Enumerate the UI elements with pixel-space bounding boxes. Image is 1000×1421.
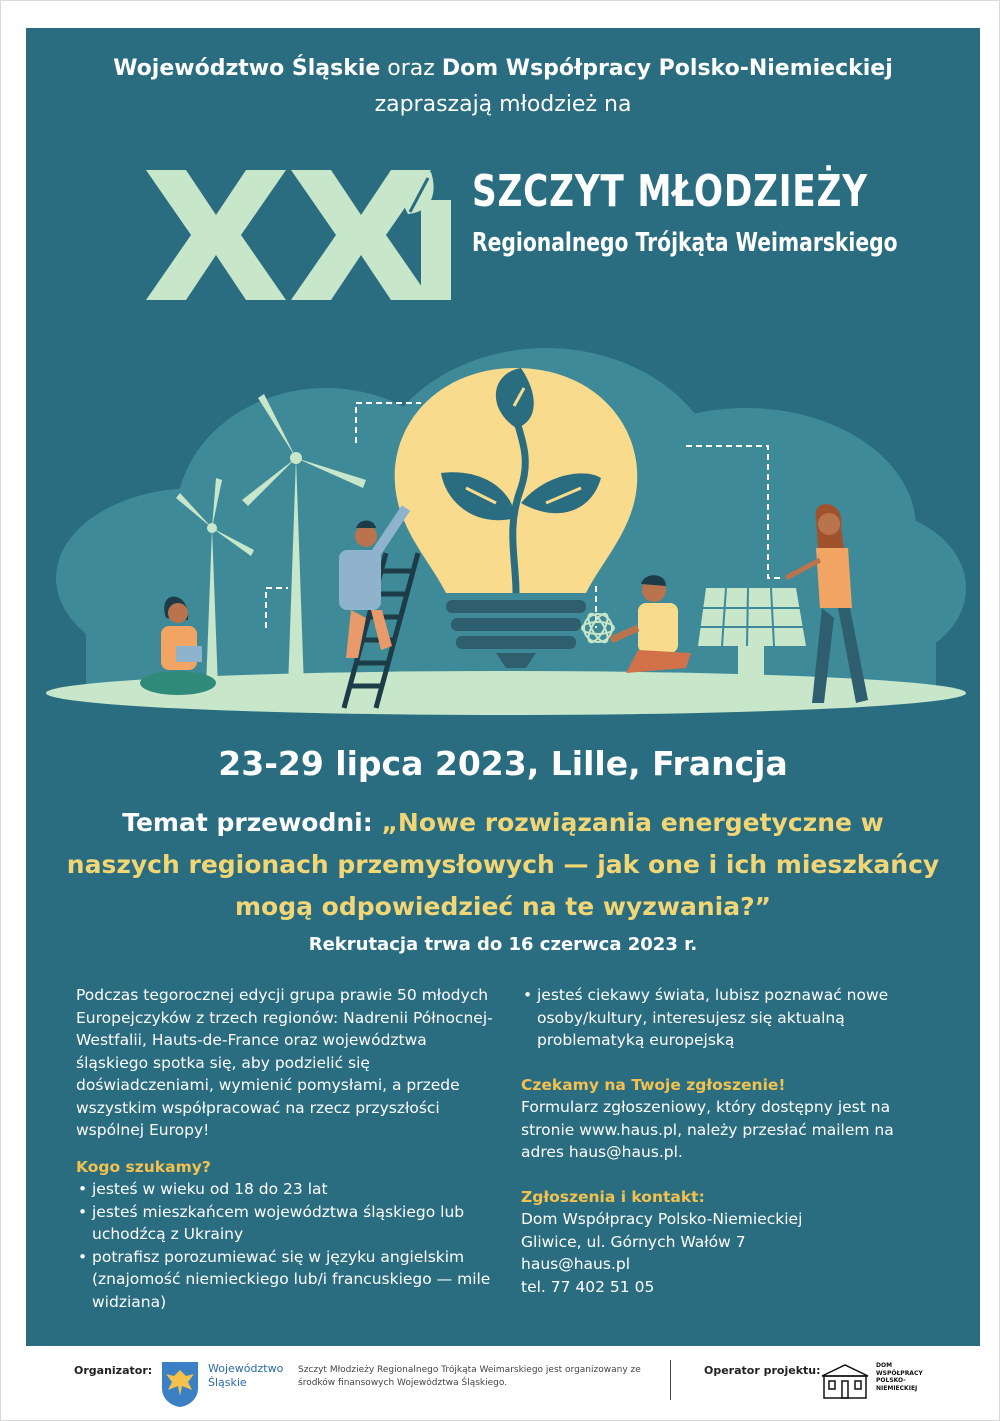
who-heading: Kogo szukamy? [76, 1157, 211, 1176]
event-title: SZCZYT MŁODZIEŻY [472, 166, 868, 217]
apply-heading: Czekamy na Twoje zgłoszenie! [521, 1075, 786, 1094]
header-invite: zapraszają młodzież na [374, 92, 632, 117]
right-column [521, 984, 941, 1298]
list-item: • jesteś mieszkańcem województwa śląskiego lub uchodźcą z Ukrainy [76, 1201, 496, 1246]
edition-logo [146, 160, 466, 300]
requirements-list [76, 1178, 496, 1313]
operator-building-icon [818, 1362, 872, 1400]
connector-word: oraz [387, 56, 435, 81]
list-item: • jesteś ciekawy świata, lubisz poznawać nowe osoby/kultury, interesujesz się aktualną problematyką europejską [521, 984, 941, 1052]
poster [26, 28, 980, 1346]
region-name-line1: Województwo [208, 1362, 284, 1375]
region-crest-icon [160, 1360, 200, 1408]
event-subtitle: Regionalnego Trójkąta Weimarskiego [472, 228, 898, 258]
contact-address: Gliwice, ul. Górnych Wałów 7 [521, 1232, 746, 1251]
funding-note: Szczyt Młodzieży Regionalnego Trójkąta Weimarskiego jest organizowany ze środków finansowych Województwa Śląskiego. [298, 1365, 641, 1388]
theme-lead: Temat przewodni: [122, 808, 373, 837]
list-item: • jesteś w wieku od 18 do 23 lat [76, 1178, 496, 1201]
event-date-place: 23-29 lipca 2023, Lille, Francja [218, 744, 788, 783]
contact-org: Dom Współpracy Polsko-Niemieckiej [521, 1210, 803, 1228]
requirements-list-cont [521, 984, 941, 1052]
contact-heading: Zgłoszenia i kontakt: [521, 1187, 705, 1206]
apply-text: Formularz zgłoszeniowy, który dostępny jest na stronie www.haus.pl, należy przesłać mailem na adres haus@haus.pl. [521, 1098, 894, 1161]
left-column [76, 984, 496, 1313]
org1-name: Województwo Śląskie [113, 56, 381, 81]
theme-block [66, 802, 940, 928]
region-name-line2: Śląskie [208, 1376, 247, 1389]
energy-illustration [26, 328, 980, 728]
org2-name: Dom Współpracy Polsko-Niemieckiej [441, 56, 893, 81]
header-organizers [26, 56, 980, 81]
operator-logo-text: DOM WSPÓŁPRACY POLSKO-NIEMIECKIEJ [876, 1362, 923, 1392]
contact-email[interactable]: haus@haus.pl [521, 1255, 631, 1273]
intro-paragraph: Podczas tegorocznej edycji grupa prawie 50 młodych Europejczyków z trzech regionów: Nadrenii Północnej-Westfalii, Hauts-de-France oraz województwa śląskiego spotka się, aby podzielić się doświadczeniami, wymienić pomysłami, a przede wszystkim współpracować na rzecz przyszłości wspólnej Europy! [76, 986, 493, 1139]
region-name [208, 1362, 283, 1390]
operator-label: Operator projektu: [704, 1364, 821, 1377]
list-item: • potrafisz porozumiewać się w języku angielskim (znajomość niemieckiego lub/i francuskiego — mile widziana) [76, 1246, 496, 1314]
footer-divider [670, 1360, 671, 1400]
organizer-label: Organizator: [74, 1364, 153, 1377]
contact-phone: tel. 77 402 51 05 [521, 1277, 655, 1296]
theme-text: „Nowe rozwiązania energetyczne w naszych regionach przemysłowych — jak one i ich mieszkańcy mogą odpowiedzieć na te wyzwania?” [66, 808, 940, 921]
footer [0, 1350, 1000, 1421]
recruitment-deadline: Rekrutacja trwa do 16 czerwca 2023 r. [308, 934, 698, 955]
